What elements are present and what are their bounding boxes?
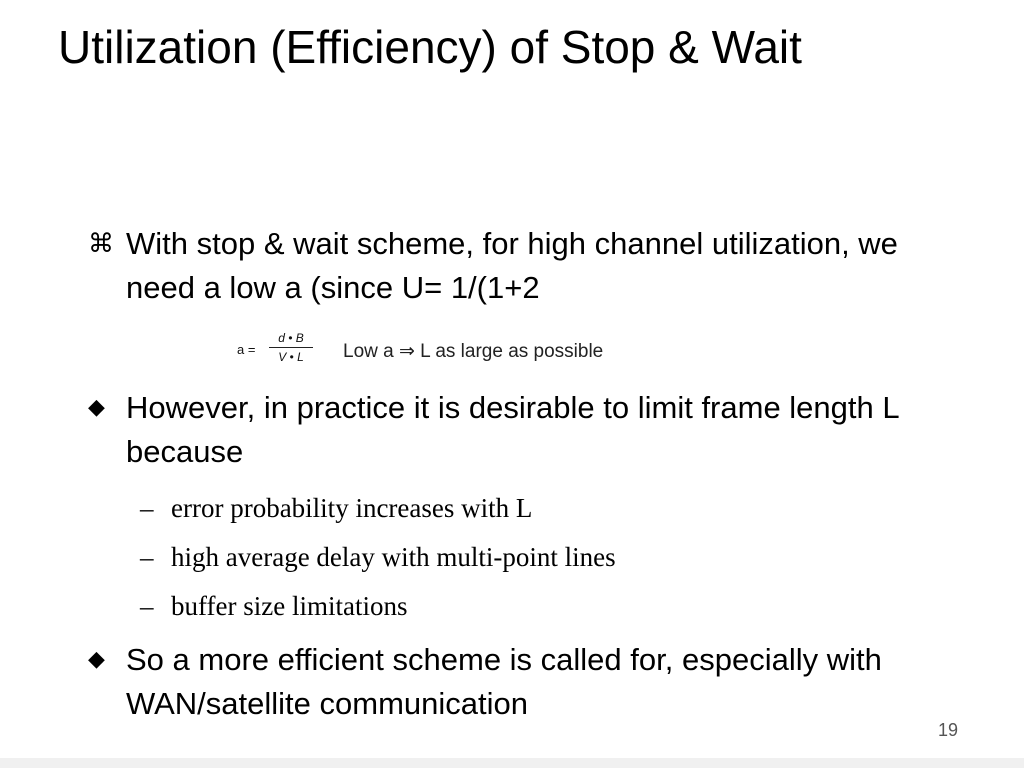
- formula-numerator: d • B: [278, 331, 304, 345]
- formula-fraction: [269, 330, 313, 365]
- dash-icon: –: [140, 542, 154, 572]
- page-number: 19: [937, 720, 958, 740]
- bullet-text: With stop & wait scheme, for high channel utilization, we need a low a (since U= 1/(1+2: [126, 226, 898, 305]
- slide-title: Utilization (Efficiency) of Stop & Wait: [58, 21, 802, 73]
- dash-icon: –: [140, 493, 154, 523]
- bullet-frame-length: [88, 386, 928, 474]
- bullet-stop-and-wait: [88, 222, 928, 310]
- diamond-bullet-icon: ◆: [88, 395, 105, 420]
- formula-note: Low a ⇒ L as large as possible: [343, 341, 604, 362]
- subbullet-buffer-size: [140, 589, 900, 623]
- bullet-efficient-scheme: [88, 638, 928, 726]
- subbullet-text: error probability increases with L: [171, 493, 533, 523]
- diamond-bullet-icon: ◆: [88, 647, 105, 672]
- bullet-text: However, in practice it is desirable to limit frame length L because: [126, 390, 899, 469]
- subbullet-text: buffer size limitations: [171, 591, 408, 621]
- subbullet-error-probability: [140, 491, 900, 525]
- dash-icon: –: [140, 591, 154, 621]
- formula-denominator: V • L: [278, 350, 304, 364]
- fraction-bar: [269, 347, 313, 348]
- subbullet-text: high average delay with multi-point lines: [171, 542, 616, 572]
- command-key-icon: ⌘: [88, 229, 114, 259]
- formula-lhs: a =: [237, 342, 256, 357]
- bullet-text: So a more efficient scheme is called for, especially with WAN/satellite communication: [126, 642, 882, 721]
- subbullet-average-delay: [140, 540, 900, 574]
- formula-image: [233, 326, 693, 374]
- footer-strip: [0, 758, 1024, 768]
